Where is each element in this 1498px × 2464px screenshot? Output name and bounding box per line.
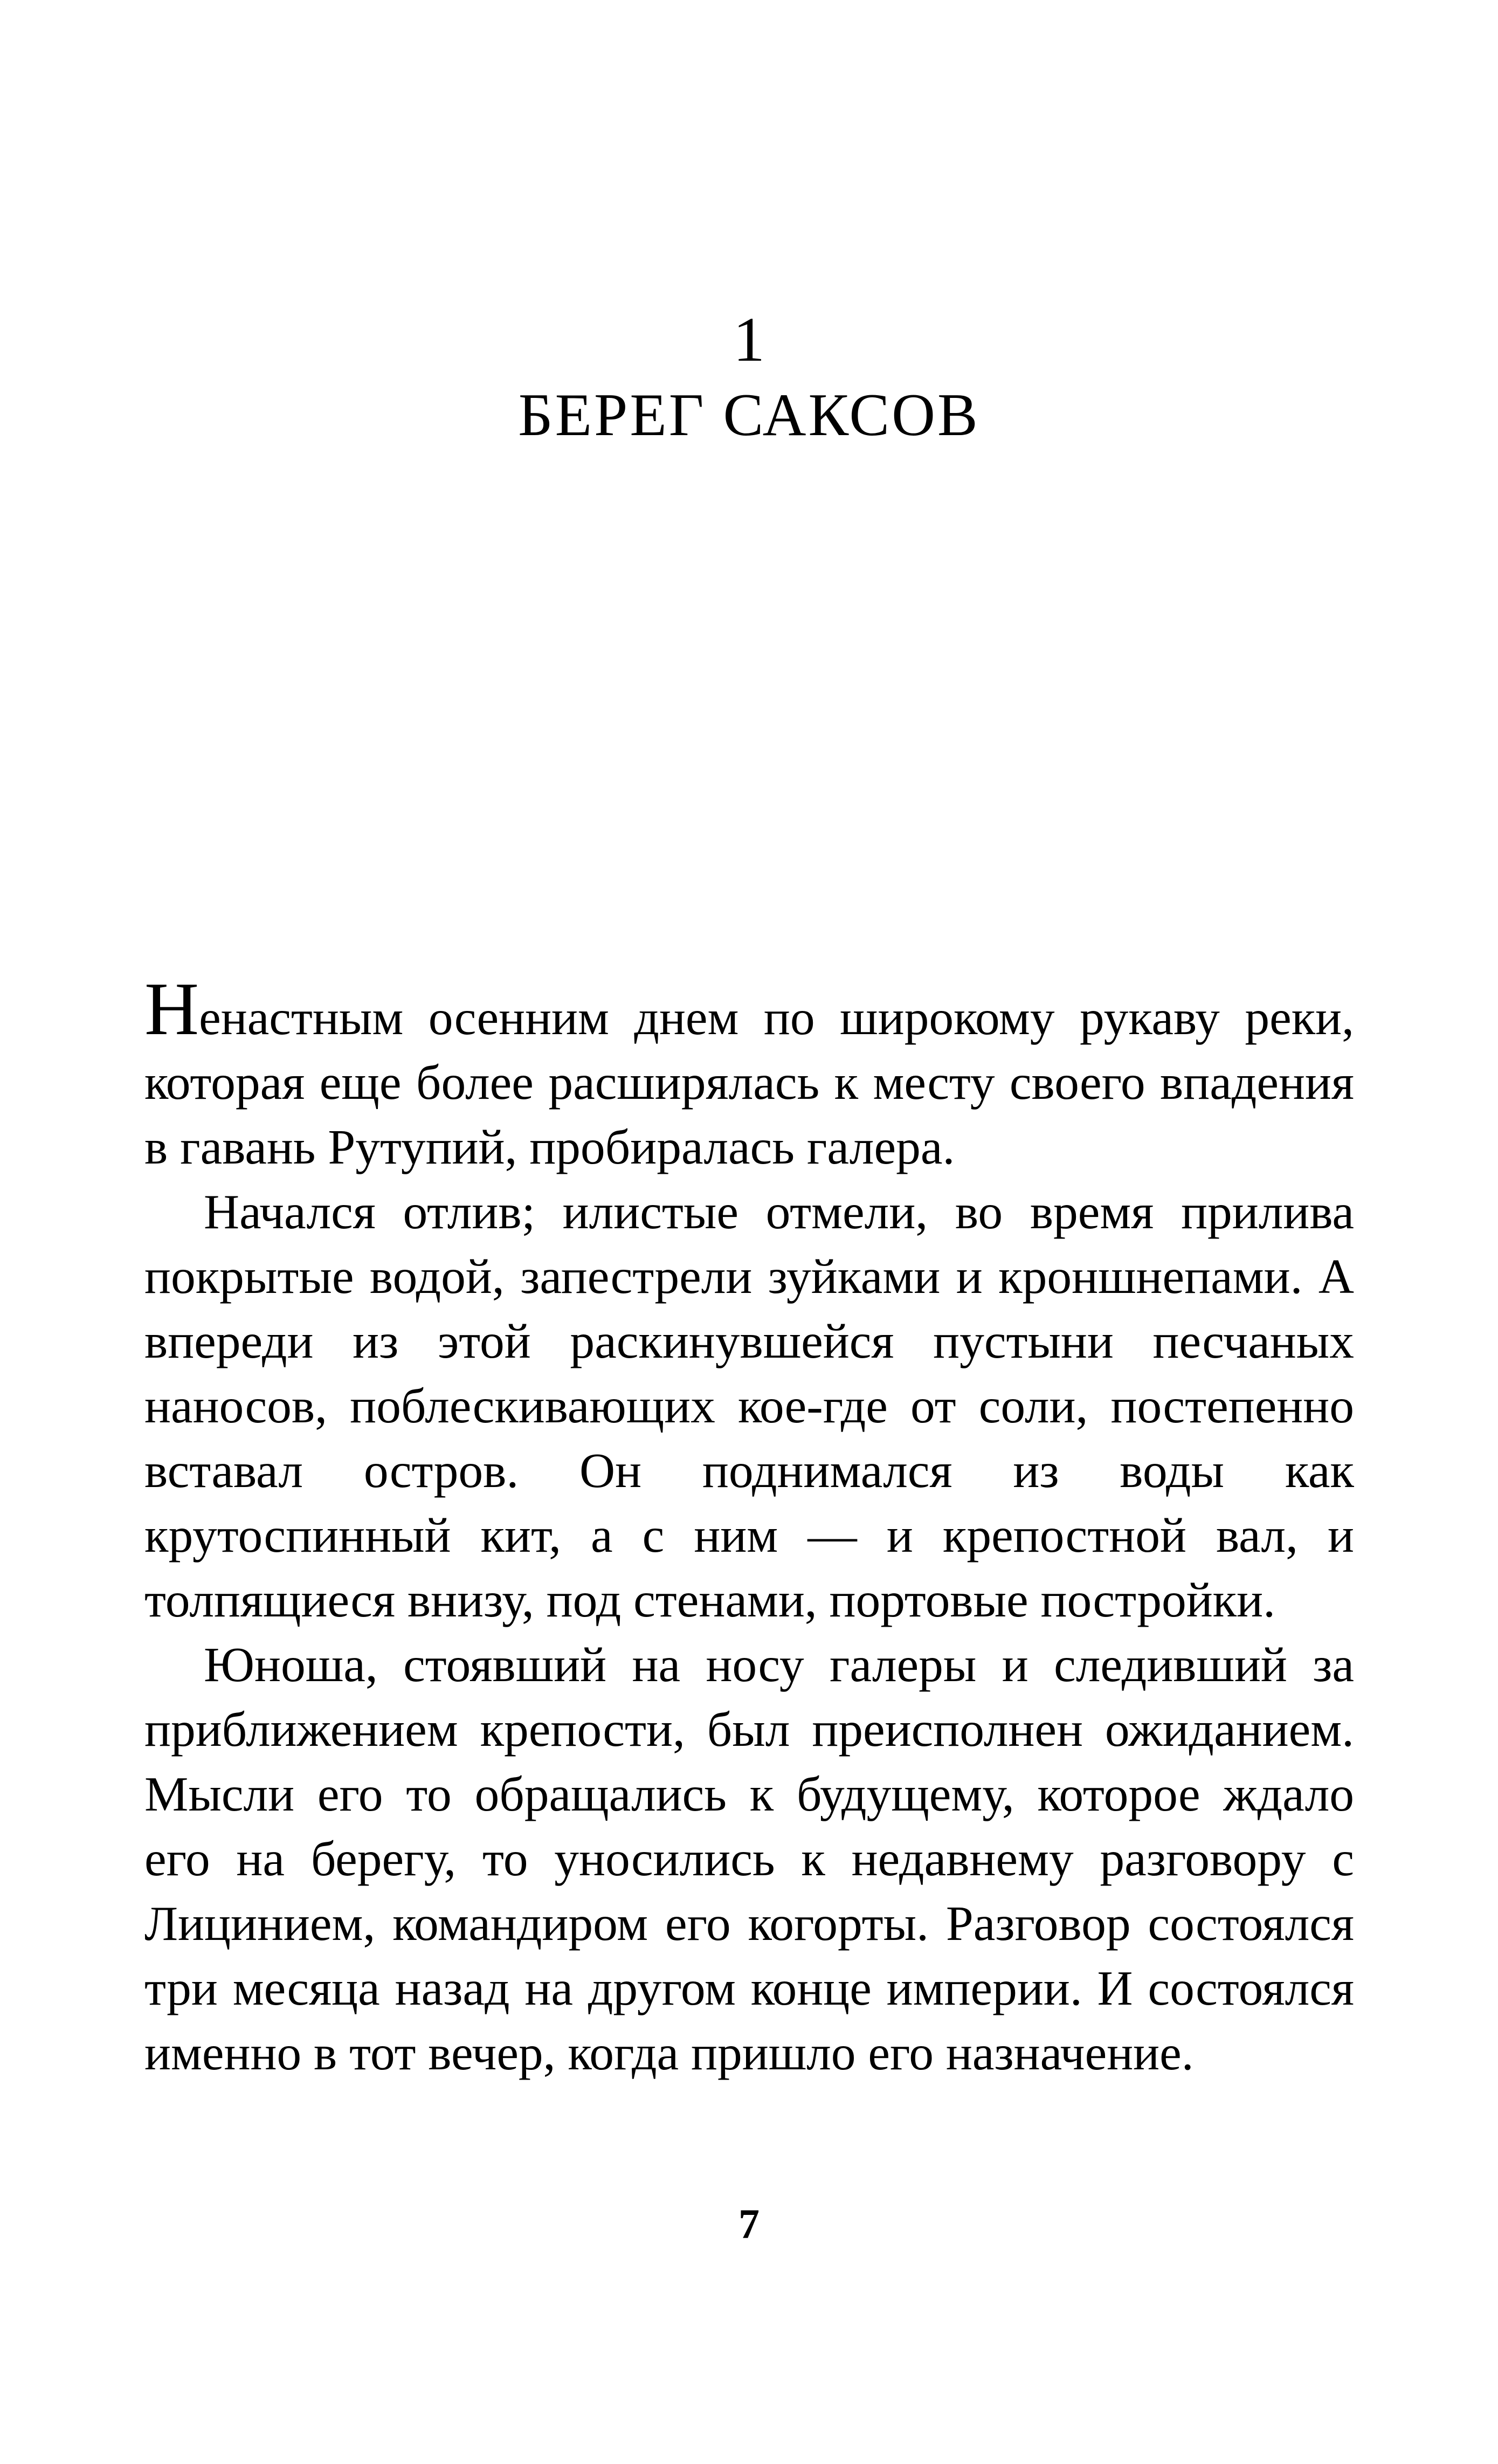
paragraph-2: Начался отлив; илистые отмели, во время прилива покрытые водой, запестрели зуйками и кроншнепами. А впереди из этой раскинувшейся пустыни песчаных наносов, поблескивающих кое-где от соли, постепенно вставал остров. Он поднимался из воды как крутоспинный кит, а с ним — и крепостной вал, и толпящиеся внизу, под стенами, портовые постройки. <box>144 1184 1354 1627</box>
paragraph-3: Юноша, стоявший на носу галеры и следивший за приближением крепости, был преисполнен ожиданием. Мысли его то обращались к будущему, которое ждало его на берегу, то уносились к недавнему разговору с Лицинием, командиром его когорты. Разговор состоялся три месяца назад на другом конце империи. И состоялся именно в тот вечер, когда пришло его назначение. <box>144 1637 1354 2080</box>
paragraph-1-text: енастным осенним днем по широкому рукаву реки, которая еще более расширялась к месту своего впадения в гавань Рутупий, пробиралась галера. <box>144 990 1354 1174</box>
page-number: 7 <box>738 2200 760 2247</box>
chapter-title: БЕРЕГ САКСОВ <box>518 382 980 449</box>
chapter-number: 1 <box>733 304 765 375</box>
paragraph-1 <box>144 967 1354 1179</box>
chapter-text <box>144 967 1354 2085</box>
drop-cap: Н <box>144 967 199 1051</box>
